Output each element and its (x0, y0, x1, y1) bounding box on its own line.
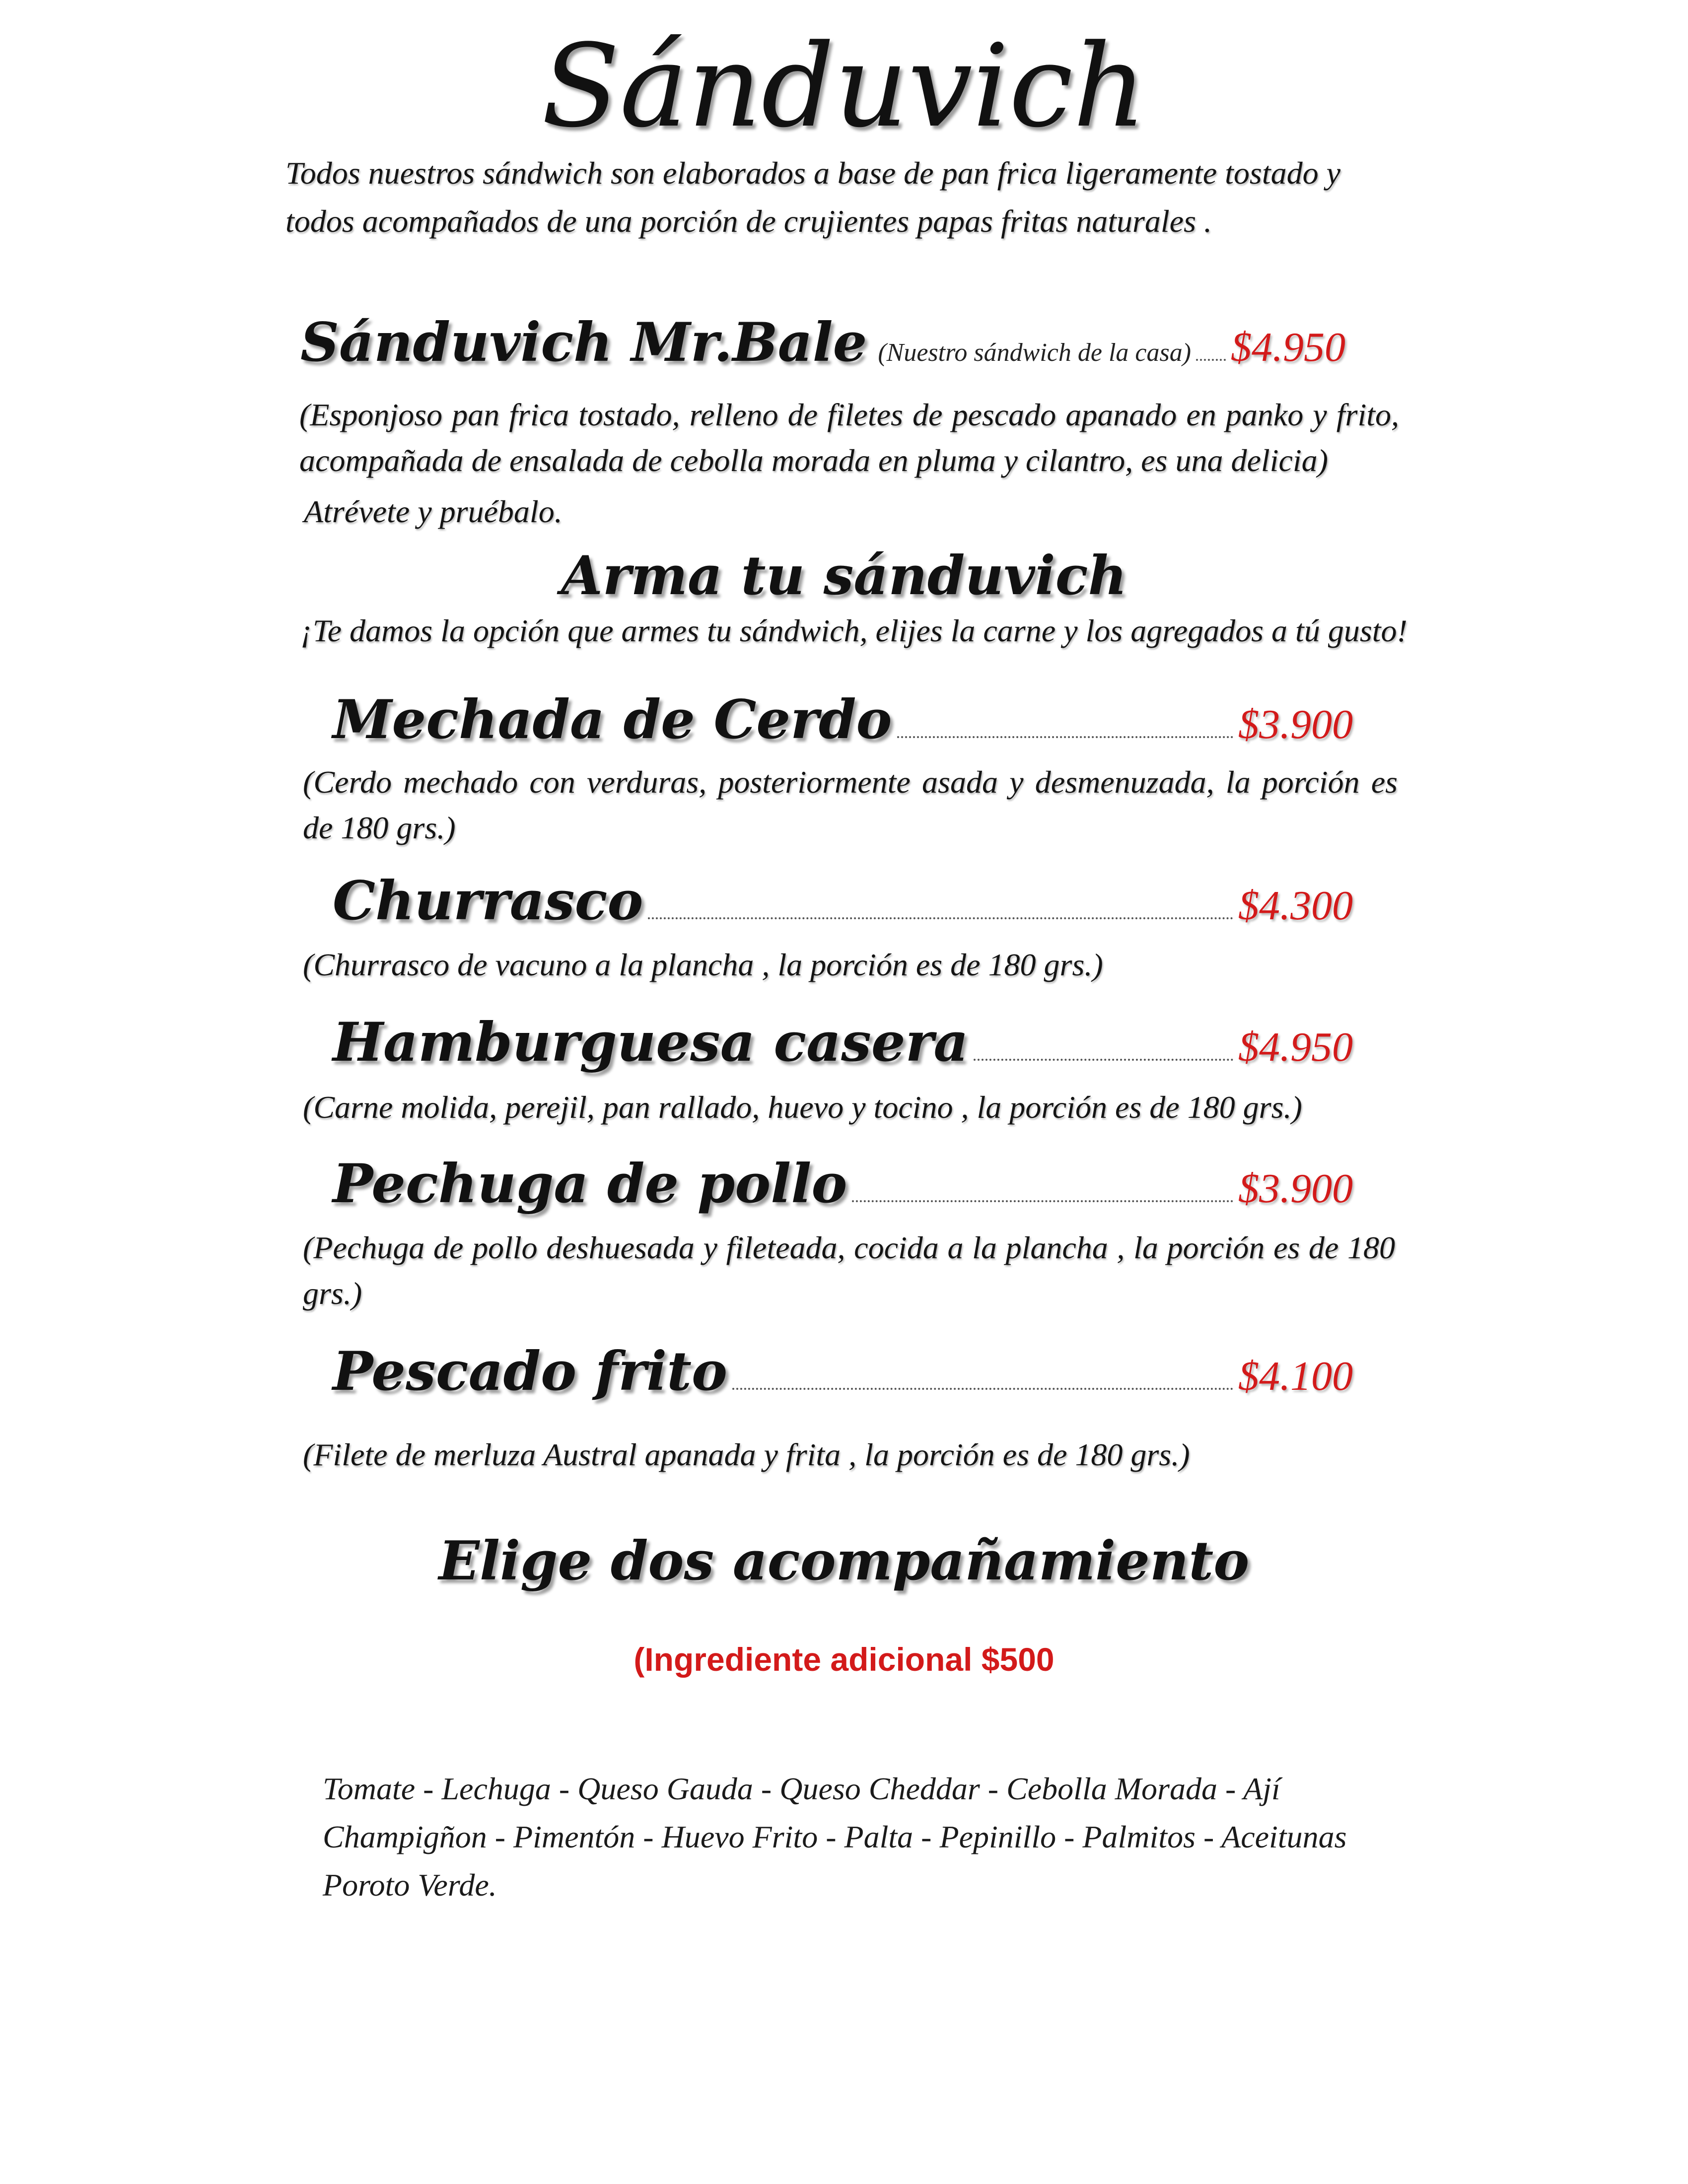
menu-item-row (333, 1337, 1353, 1406)
dot-leader (1196, 359, 1226, 361)
menu-item-price: $3.900 (1238, 1165, 1353, 1212)
menu-item-row (333, 685, 1353, 754)
featured-item-price: $4.950 (1231, 324, 1345, 370)
menu-item-name: Churrasco (333, 870, 643, 932)
intro-text: Todos nuestros sándwich son elaborados a base de pan frica ligeramente tostado y todos acompañados de una porción de crujientes papas fritas naturales . (285, 155, 1340, 239)
dot-leader (897, 736, 1233, 738)
menu-item-name: Mechada de Cerdo (333, 688, 892, 751)
ingredients-line: Champigñon - Pimentón - Huevo Frito - Palta - Pepinillo - Palmitos - Aceitunas (323, 1819, 1347, 1854)
menu-item-name: Pescado frito (333, 1340, 728, 1403)
additional-ingredient-note: (Ingrediente adicional $500 (633, 1641, 1055, 1678)
menu-item-row (333, 866, 1353, 936)
menu-item-row (333, 1149, 1353, 1219)
menu-item-price: $3.900 (1238, 701, 1353, 748)
dot-leader (974, 1059, 1234, 1061)
menu-item-description: (Churrasco de vacuno a la plancha , la porción es de 180 grs.) (303, 947, 1103, 982)
sides-section-title: Elige dos acompañamiento (438, 1530, 1250, 1592)
featured-item-subtitle: (Nuestro sándwich de la casa) (878, 339, 1192, 367)
menu-item-price: $4.300 (1238, 883, 1353, 929)
build-section-title: Arma tu sánduvich (561, 545, 1127, 607)
build-section-description: ¡Te damos la opción que armes tu sándwich, elijes la carne y los agregados a tú gusto! (300, 613, 1407, 648)
menu-item-description: (Cerdo mechado con verduras, posteriormente asada y desmenuzada, la porción es de 180 grs.) (303, 764, 1398, 845)
ingredients-line: Poroto Verde. (323, 1867, 497, 1903)
menu-item-price: $4.950 (1238, 1024, 1353, 1070)
menu-item-description: (Filete de merluza Austral apanada y frita , la porción es de 180 grs.) (303, 1437, 1190, 1472)
menu-item-description: (Carne molida, perejil, pan rallado, huevo y tocino , la porción es de 180 grs.) (303, 1090, 1302, 1125)
featured-item-description: (Esponjoso pan frica tostado, relleno de filetes de pescado apanado en panko y frito, acompañada de ensalada de cebolla morada en pluma y cilantro, es una delicia) (299, 397, 1399, 478)
dot-leader (852, 1200, 1233, 1202)
ingredients-list (323, 1765, 1415, 1909)
menu-item-row (333, 1008, 1353, 1077)
menu-item-price: $4.100 (1238, 1353, 1353, 1399)
page-title: Sánduvich (541, 20, 1147, 153)
menu-item-name: Pechuga de pollo (333, 1153, 847, 1215)
dot-leader (732, 1388, 1233, 1390)
featured-item-tagline: Atrévete y pruébalo. (304, 494, 563, 529)
featured-item-row (300, 308, 1345, 377)
ingredients-line: Tomate - Lechuga - Queso Gauda - Queso Cheddar - Cebolla Morada - Ají (323, 1771, 1280, 1806)
menu-item-description: (Pechuga de pollo deshuesada y fileteada, cocida a la plancha , la porción es de 180 grs.) (303, 1230, 1395, 1311)
menu-item-name: Hamburguesa casera (333, 1011, 969, 1074)
featured-item-name: Sánduvich Mr.Bale (300, 311, 867, 374)
dot-leader (648, 917, 1233, 919)
